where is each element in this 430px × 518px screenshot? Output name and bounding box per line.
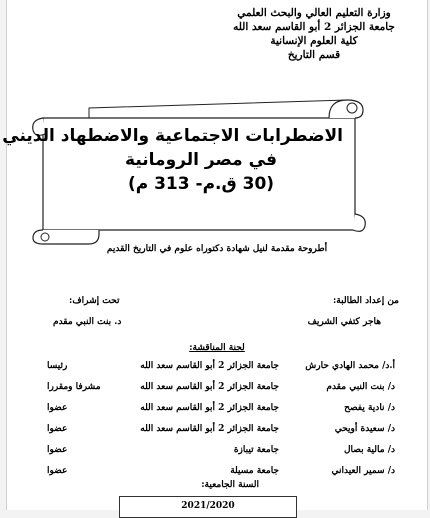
committee-title: لجنة المناقشة: xyxy=(189,343,245,353)
university-name: جامعة الجزائر 2 أبو القاسم سعد الله xyxy=(233,21,395,33)
title-scroll-banner xyxy=(2,94,373,246)
institution-header xyxy=(219,6,409,62)
member-university: جامعة مسيلة xyxy=(230,466,279,476)
academic-year-box xyxy=(119,496,297,518)
member-university: جامعة الجزائر 2 أبو القاسم سعد الله xyxy=(140,424,279,434)
thesis-subtitle: أطروحة مقدمة لنيل شهادة دكتوراه علوم في التاريخ القديم xyxy=(106,244,328,254)
committee-row xyxy=(7,445,427,465)
thesis-title-line-3: (30 ق.م- 313 م) xyxy=(127,174,275,194)
member-name: د/ نادية يفصح xyxy=(344,403,395,413)
thesis-title-line-1: الاضطرابات الاجتماعية والاضطهاد الديني xyxy=(2,126,343,146)
committee-row xyxy=(7,361,427,381)
member-university: جامعة الجزائر 2 أبو القاسم سعد الله xyxy=(140,403,279,413)
committee-row xyxy=(7,403,427,423)
member-university: جامعة الجزائر 2 أبو القاسم سعد الله xyxy=(140,361,279,371)
thesis-title-line-2: في مصر الرومانية xyxy=(125,150,277,170)
committee-row xyxy=(7,382,427,402)
member-role: رئيسا xyxy=(47,361,68,371)
department-name: قسم التاريخ xyxy=(287,49,341,61)
thesis-title xyxy=(2,124,343,196)
member-university: جامعة الجزائر 2 أبو القاسم سعد الله xyxy=(140,382,279,392)
committee-row xyxy=(7,424,427,444)
supervision-label: تحت إشراف: xyxy=(69,296,120,306)
member-name: أ.د/ محمد الهادي حارش xyxy=(305,361,395,371)
member-role: عضوا xyxy=(47,445,68,455)
member-name: د/ مالية بصال xyxy=(344,445,395,455)
member-role: عضوا xyxy=(47,466,68,476)
prepared-by-label: من إعداد الطالبة: xyxy=(332,296,399,306)
member-role: عضوا xyxy=(47,424,68,434)
ministry-name: وزارة التعليم العالي والبحث العلمي xyxy=(237,7,391,19)
academic-year-value: 2021/2020 xyxy=(181,501,235,511)
member-name: د/ سمير العيداني xyxy=(331,466,395,476)
member-role: عضوا xyxy=(47,403,68,413)
supervisor-name: د. بنت النبي مقدم xyxy=(53,317,122,327)
member-university: جامعة تيبازة xyxy=(233,445,279,455)
member-role: مشرفا ومقررا xyxy=(47,382,101,392)
member-name: د/ بنت النبي مقدم xyxy=(326,382,395,392)
academic-year-label: السنة الجامعية: xyxy=(201,480,259,490)
student-name: هاجر كتفي الشريف xyxy=(307,317,381,327)
document-page xyxy=(2,0,428,511)
member-name: د/ سعيدة أويحي xyxy=(334,424,395,434)
faculty-name: كلية العلوم الإنسانية xyxy=(270,35,358,47)
